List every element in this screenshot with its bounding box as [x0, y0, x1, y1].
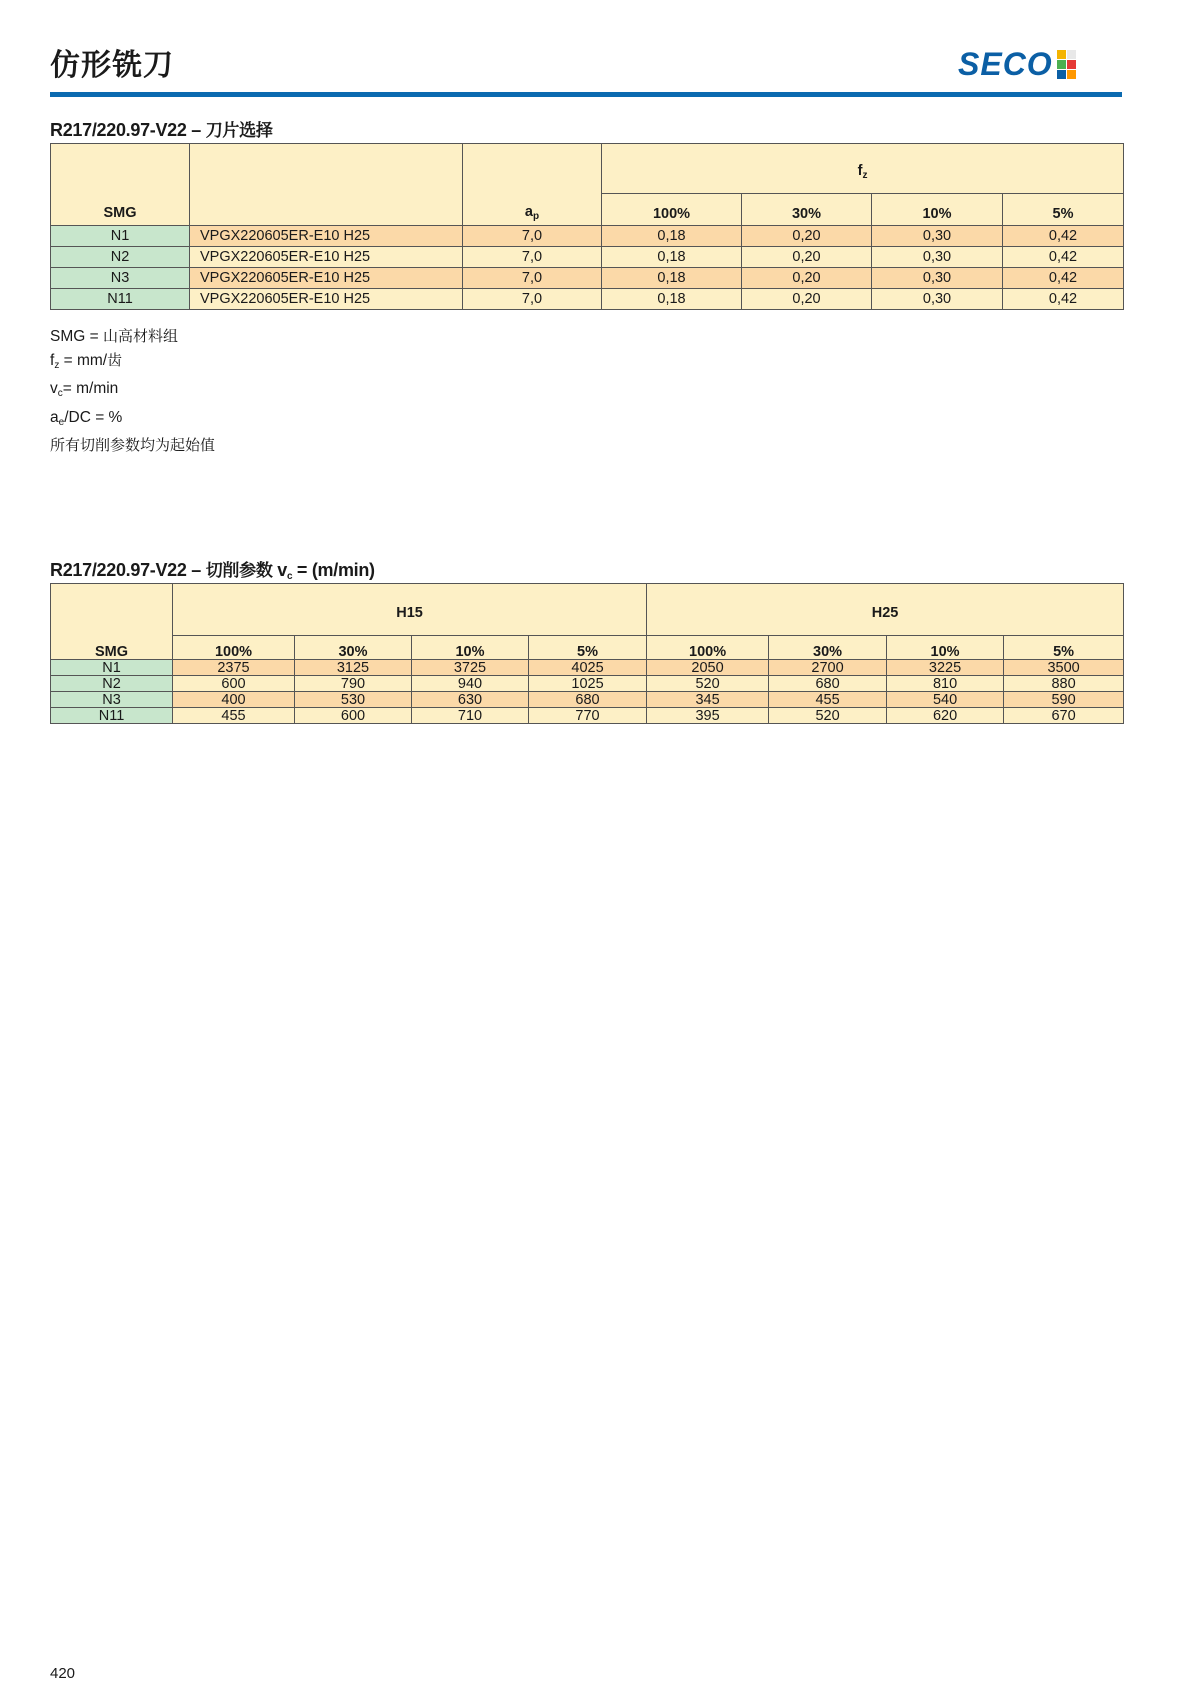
- cell-vc: 630: [412, 692, 529, 708]
- ap-subscript: p: [532, 211, 540, 222]
- cell-fz: 0,30: [872, 226, 1003, 247]
- cell-smg: N1: [51, 660, 173, 676]
- cell-ap: 7,0: [463, 226, 602, 247]
- header-row: [51, 144, 1124, 194]
- cell-vc: 790: [295, 676, 412, 692]
- cell-vc: 2375: [173, 660, 295, 676]
- note-fz: $f_z = mm/$齿: [50, 350, 123, 371]
- cell-smg: N3: [51, 692, 173, 708]
- header-fz: [602, 144, 1124, 194]
- logo-block: [1057, 70, 1066, 79]
- fz-subscript: z: [862, 170, 868, 181]
- cell-vc: 670: [1004, 708, 1124, 724]
- header-ap: [463, 144, 602, 226]
- header-row: [51, 636, 1124, 660]
- cell-vc: 710: [412, 708, 529, 724]
- cell-vc: 530: [295, 692, 412, 708]
- cell-insert: VPGX220605ER-E10 H25: [190, 268, 463, 289]
- cell-vc: 680: [769, 676, 887, 692]
- cell-vc: 520: [647, 676, 769, 692]
- cell-insert: VPGX220605ER-E10 H25: [190, 247, 463, 268]
- header-percent: 5%: [1004, 636, 1124, 660]
- cell-fz: 0,18: [602, 226, 742, 247]
- header-percent: 100%: [647, 636, 769, 660]
- header-smg: SMG: [51, 144, 190, 226]
- table-row: [51, 660, 1124, 676]
- cell-vc: 3125: [295, 660, 412, 676]
- logo-block: [1067, 70, 1076, 79]
- insert-selection-table: [50, 143, 1124, 310]
- logo-block: [1067, 60, 1076, 69]
- cell-ap: 7,0: [463, 247, 602, 268]
- section-code: R217/220.97-V22 –: [50, 560, 206, 580]
- cell-vc: 590: [1004, 692, 1124, 708]
- cell-fz: 0,20: [742, 226, 872, 247]
- table-row: [51, 692, 1124, 708]
- cell-smg: N2: [51, 676, 173, 692]
- header-percent: 100%: [602, 194, 742, 226]
- cell-fz: 0,18: [602, 289, 742, 310]
- cell-smg: N11: [51, 289, 190, 310]
- cell-vc: 620: [887, 708, 1004, 724]
- page-number: 420: [50, 1665, 76, 1682]
- header-percent: 100%: [173, 636, 295, 660]
- cell-vc: 810: [887, 676, 1004, 692]
- cell-smg: N11: [51, 708, 173, 724]
- seco-logo: [958, 44, 1076, 84]
- cell-fz: 0,42: [1003, 289, 1124, 310]
- cell-smg: N2: [51, 247, 190, 268]
- note-vc: $v_c= m/\min$: [50, 380, 119, 399]
- cell-vc: 680: [529, 692, 647, 708]
- header-smg: SMG: [51, 584, 173, 660]
- header-percent: 10%: [887, 636, 1004, 660]
- cell-fz: 0,20: [742, 289, 872, 310]
- cell-smg: N3: [51, 268, 190, 289]
- fz-symbol: f: [857, 163, 863, 179]
- cell-vc: 600: [295, 708, 412, 724]
- cell-vc: 345: [647, 692, 769, 708]
- cell-fz: 0,42: [1003, 268, 1124, 289]
- logo-block: [1057, 50, 1066, 59]
- ap-symbol: a: [524, 204, 533, 220]
- logo-block: [1057, 60, 1066, 69]
- header-percent: 5%: [1003, 194, 1124, 226]
- cell-vc: 3500: [1004, 660, 1124, 676]
- cell-vc: 600: [173, 676, 295, 692]
- cell-vc: 455: [769, 692, 887, 708]
- cell-fz: 0,18: [602, 268, 742, 289]
- header-percent: 10%: [872, 194, 1003, 226]
- cell-insert: VPGX220605ER-E10 H25: [190, 226, 463, 247]
- table-row: [51, 676, 1124, 692]
- logo-block: [1067, 50, 1076, 59]
- section-code: R217/220.97-V22 –: [50, 120, 206, 140]
- table-row: [51, 708, 1124, 724]
- cell-vc: 395: [647, 708, 769, 724]
- cell-vc: 540: [887, 692, 1004, 708]
- cell-vc: 455: [173, 708, 295, 724]
- header-rule: [50, 92, 1122, 97]
- header-insert: [190, 144, 463, 226]
- cell-vc: 3725: [412, 660, 529, 676]
- header-percent: 10%: [412, 636, 529, 660]
- table-row: [51, 247, 1124, 268]
- header-percent: 30%: [742, 194, 872, 226]
- header-group-h15: H15: [173, 584, 647, 636]
- cell-fz: 0,20: [742, 268, 872, 289]
- table-row: [51, 226, 1124, 247]
- note-ae: $a_e/DC$ = %: [50, 408, 123, 428]
- section-suffix: 刀片选择: [205, 121, 273, 141]
- notes: [50, 325, 215, 458]
- cell-vc: 3225: [887, 660, 1004, 676]
- header-percent: 5%: [529, 636, 647, 660]
- table-row: [51, 268, 1124, 289]
- cell-vc: 2050: [647, 660, 769, 676]
- header-group-h25: H25: [647, 584, 1124, 636]
- cell-fz: 0,30: [872, 268, 1003, 289]
- cell-insert: VPGX220605ER-E10 H25: [190, 289, 463, 310]
- logo-color-blocks: [1057, 50, 1076, 79]
- section-cjk: 切削参数: [205, 561, 273, 581]
- cell-vc: 1025: [529, 676, 647, 692]
- cell-ap: 7,0: [463, 268, 602, 289]
- header-percent: 30%: [295, 636, 412, 660]
- note-all-params: 所有切削参数均为起始值: [50, 436, 216, 454]
- cell-fz: 0,42: [1003, 247, 1124, 268]
- cell-smg: N1: [51, 226, 190, 247]
- header-row: [51, 584, 1124, 636]
- cell-fz: 0,30: [872, 289, 1003, 310]
- section-title-insert-selection: [50, 116, 273, 141]
- cutting-data-table: [50, 583, 1124, 724]
- page-title: 仿形铣刀: [50, 48, 174, 83]
- cell-fz: 0,30: [872, 247, 1003, 268]
- cell-vc: 400: [173, 692, 295, 708]
- cell-vc: 4025: [529, 660, 647, 676]
- cell-vc: 2700: [769, 660, 887, 676]
- cell-vc: 770: [529, 708, 647, 724]
- logo-text: SECO: [958, 46, 1053, 82]
- cell-fz: 0,20: [742, 247, 872, 268]
- header-percent: 30%: [769, 636, 887, 660]
- cell-ap: 7,0: [463, 289, 602, 310]
- note-smg: SMG = 山高材料组: [50, 327, 178, 345]
- section-title-cutting-data: R217/220.97-V22 – 切削参数 $v_c = (m/\min)$: [50, 560, 375, 582]
- cell-vc: 520: [769, 708, 887, 724]
- cell-fz: 0,18: [602, 247, 742, 268]
- cell-vc: 940: [412, 676, 529, 692]
- cell-fz: 0,42: [1003, 226, 1124, 247]
- cell-vc: 880: [1004, 676, 1124, 692]
- table-row: [51, 289, 1124, 310]
